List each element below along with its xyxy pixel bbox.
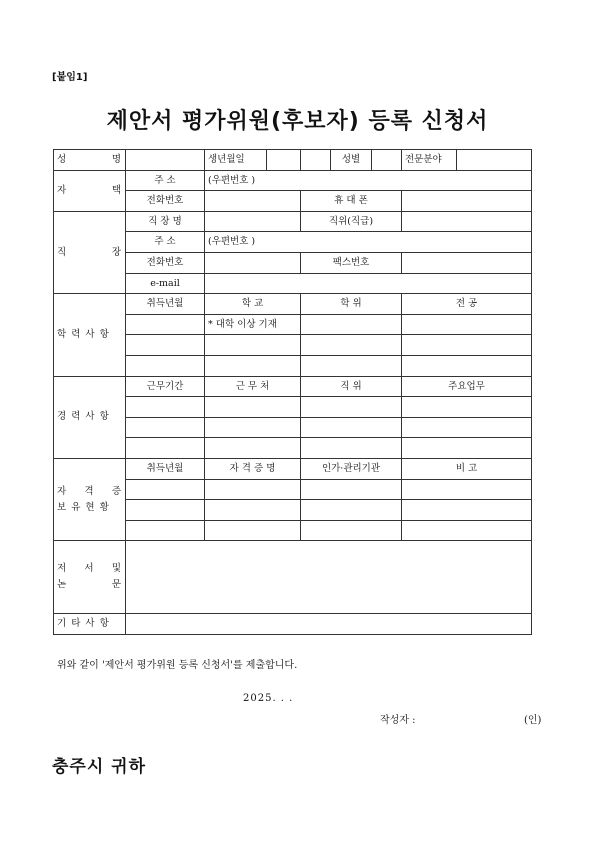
work-phone-value[interactable] (205, 252, 301, 273)
writer-label: 작성자 : (380, 715, 416, 726)
work-section-label: 직 장 (54, 211, 126, 293)
career-row (54, 417, 532, 438)
birth-group (205, 150, 301, 171)
birth-value-cell-2[interactable] (301, 150, 372, 171)
home-phone-row (54, 191, 532, 212)
license-row (54, 520, 532, 541)
expertise-label: 전문분야 (402, 150, 457, 170)
etc-value[interactable] (126, 614, 532, 635)
publications-row (54, 541, 532, 614)
career-section-label: 경 력 사 항 (54, 376, 126, 458)
career-row (54, 397, 532, 418)
workplace-label: 직 장 명 (126, 211, 205, 232)
fax-label: 팩스번호 (301, 252, 402, 273)
education-col-major: 전 공 (402, 294, 532, 315)
home-address-row (54, 170, 532, 191)
work-address-row (54, 232, 532, 253)
career-col-employer: 근 무 처 (205, 376, 301, 397)
work-address-value[interactable]: (우편번호 ) (205, 232, 532, 253)
name-row (54, 150, 532, 171)
education-col-date: 취득년월 (126, 294, 205, 315)
career-col-duties: 주요업무 (402, 376, 532, 397)
expertise-group (402, 150, 532, 171)
name-value-cell[interactable] (126, 150, 205, 171)
attachment-label: [붙임1] (52, 72, 88, 83)
position-label: 직위(직급) (301, 211, 402, 232)
form-title: 제안서 평가위원(후보자) 등록 신청서 (106, 109, 489, 134)
license-header-row (54, 458, 532, 479)
education-header-row (54, 294, 532, 315)
home-address-value[interactable]: (우편번호 ) (205, 170, 532, 191)
publications-label: 저 서 및 논 문 (54, 541, 126, 614)
education-note: * 대학 이상 기재 (205, 314, 301, 335)
mobile-value[interactable] (402, 191, 532, 212)
education-section-label: 학 력 사 항 (54, 294, 126, 376)
career-col-period: 근무기간 (126, 376, 205, 397)
application-form-table (53, 149, 532, 635)
email-label: e-mail (126, 273, 205, 294)
gender-value-cell[interactable] (372, 150, 402, 171)
work-phone-row (54, 252, 532, 273)
mobile-label: 휴 대 폰 (301, 191, 402, 212)
license-col-name: 자 격 증 명 (205, 458, 301, 479)
etc-row (54, 614, 532, 635)
addressee: 충주시 귀하 (52, 757, 147, 777)
position-value[interactable] (402, 211, 532, 232)
fax-value[interactable] (402, 252, 532, 273)
birth-label: 생년월일 (205, 150, 267, 170)
email-row (54, 273, 532, 294)
name-label: 성 명 (54, 150, 126, 171)
etc-label: 기 타 사 항 (54, 614, 126, 635)
home-phone-label: 전화번호 (126, 191, 205, 212)
career-col-position: 직 위 (301, 376, 402, 397)
expertise-value-cell[interactable] (457, 150, 531, 170)
education-row (54, 314, 532, 335)
education-row (54, 335, 532, 356)
license-section-label: 자 격 증 보 유 현 황 (54, 458, 126, 540)
career-header-row (54, 376, 532, 397)
license-row (54, 500, 532, 521)
workplace-row (54, 211, 532, 232)
home-phone-value[interactable] (205, 191, 301, 212)
publications-value[interactable] (126, 541, 532, 614)
license-col-issuer: 인가·관리기관 (301, 458, 402, 479)
workplace-value[interactable] (205, 211, 301, 232)
education-col-school: 학 교 (205, 294, 301, 315)
education-col-degree: 학 위 (301, 294, 402, 315)
home-section-label: 자 택 (54, 170, 126, 211)
work-address-label: 주 소 (126, 232, 205, 253)
email-value[interactable] (205, 273, 532, 294)
birth-value-cell[interactable] (267, 150, 300, 170)
work-phone-label: 전화번호 (126, 252, 205, 273)
license-col-date: 취득년월 (126, 458, 205, 479)
seal-label: (인) (524, 715, 542, 726)
pledge-text: 위와 같이 '제안서 평가위원 등록 신청서'를 제출합니다. (57, 660, 298, 671)
career-row (54, 438, 532, 459)
home-address-label: 주 소 (126, 170, 205, 191)
license-col-remarks: 비 고 (402, 458, 532, 479)
submission-date: 2025. . . (243, 693, 294, 704)
license-row (54, 479, 532, 500)
gender-label: 성별 (330, 150, 371, 170)
education-row (54, 355, 532, 376)
